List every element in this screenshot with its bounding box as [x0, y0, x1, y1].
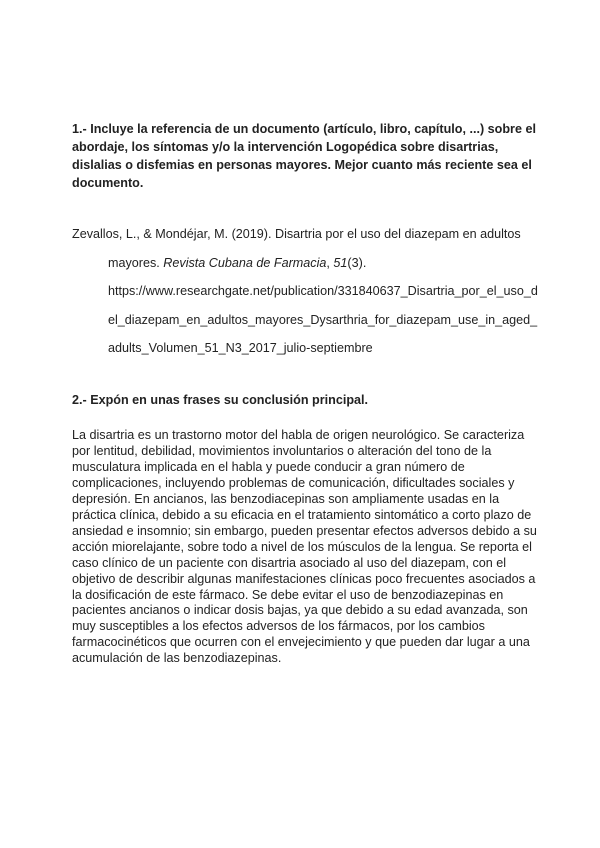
conclusion-line: muy susceptibles a los efectos adversos de los fármacos, por los cambios — [72, 619, 485, 634]
conclusion-line: objetivo de describir algunas manifestaciones clínicas poco frecuentes asociados a — [72, 571, 536, 586]
question-1-line: documento. — [72, 176, 144, 190]
reference-citation — [72, 220, 542, 363]
conclusion-line: musculatura implicada en el habla y puede conducir a gran número de — [72, 459, 465, 474]
conclusion-line: caso clínico de un paciente con disartria asociado al uso del diazepam, con el — [72, 555, 507, 570]
reference-url-line[interactable]: https://www.researchgate.net/publication/331840637_Disartria_por_el_uso_d — [108, 284, 538, 299]
conclusion-line: ansiedad e insomnio; sin embargo, pueden presentar efectos adversos debido a su — [72, 523, 537, 538]
conclusion-line: práctica clínica, debido a su eficacia en el tratamiento sintomático a corto plazo de — [72, 507, 532, 522]
conclusion-line: La disartria es un trastorno motor del habla de origen neurológico. Se caracteriza — [72, 428, 525, 442]
question-1-line: 1.- Incluye la referencia de un documento (artículo, libro, capítulo, ...) sobre el — [72, 122, 536, 136]
reference-issue: (3). — [347, 255, 367, 270]
conclusion-line: pacientes ancianos o indicar dosis bajas, ya que debido a su edad avanzada, son — [72, 603, 528, 618]
conclusion-line: farmacocinéticos que ocurren con el envejecimiento y que pueden dar lugar a una — [72, 635, 530, 650]
conclusion-line: depresión. En ancianos, las benzodiacepinas son ampliamente usadas en la — [72, 491, 500, 506]
reference-title-cont: mayores. — [108, 255, 164, 270]
conclusion-line: por lentitud, debilidad, movimientos involuntarios o alteración del tono de la — [72, 443, 492, 458]
reference-source — [72, 249, 542, 278]
reference-url-line[interactable]: el_diazepam_en_adultos_mayores_Dysarthria_for_diazepam_use_in_aged_ — [108, 312, 538, 327]
conclusion-line: complicaciones, incluyendo problemas de comunicación, dificultades sociales y — [72, 475, 515, 490]
conclusion-line: acumulación de las benzodiazepinas. — [72, 651, 282, 666]
question-1-line: dislalias o disfemias en personas mayores. Mejor cuanto más reciente sea el — [72, 158, 532, 172]
question-1 — [72, 120, 536, 192]
reference-volume: 51 — [333, 255, 348, 270]
question-1-line: abordaje, los síntomas y/o la intervención Logopédica sobre disartrias, — [72, 140, 499, 154]
reference-journal: Revista Cubana de Farmacia — [163, 255, 327, 270]
conclusion-line: acción miorelajante, sobre todo a nivel de los músculos de la lengua. Se reporta el — [72, 539, 532, 554]
conclusion-line: la dosificación de este fármaco. Se debe evitar el uso de benzodiazepinas en — [72, 587, 504, 602]
conclusion-paragraph — [72, 428, 542, 667]
reference-authors-title: Zevallos, L., & Mondéjar, M. (2019). Disartria por el uso del diazepam en adultos — [72, 227, 521, 241]
question-2: 2.- Expón en unas frases su conclusión principal. — [72, 393, 369, 407]
reference-comma: , — [326, 255, 334, 270]
reference-url-line[interactable]: adults_Volumen_51_N3_2017_julio-septiembre — [108, 341, 373, 356]
